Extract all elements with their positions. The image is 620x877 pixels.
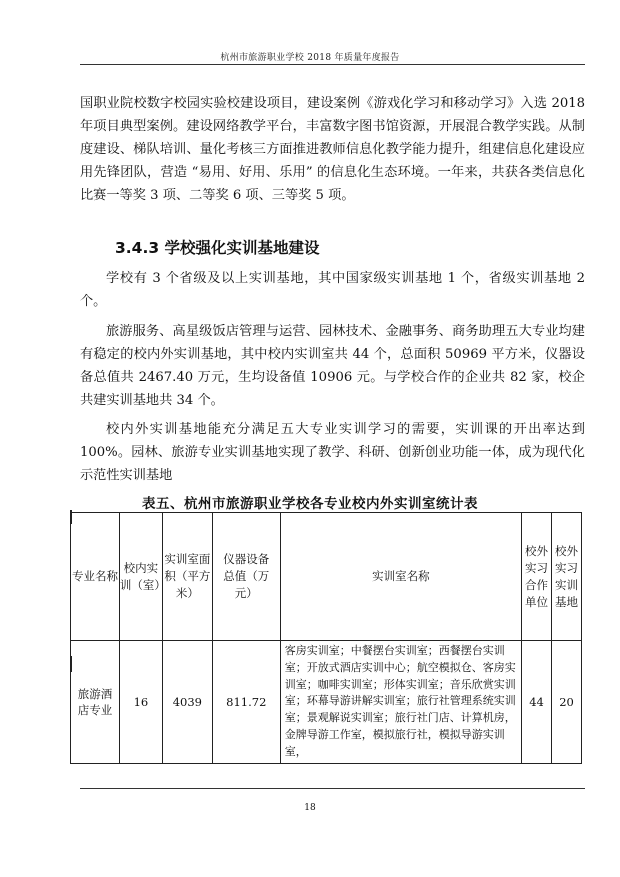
paragraph-majors [80,320,585,412]
cell-rooms-count: 16 [119,641,162,764]
paragraph-training-bases [80,267,585,313]
footer-divider [80,788,585,789]
page-header: 杭州市旅游职业学校 2018 年质量年度报告 [220,53,400,63]
paragraph-text: 校内外实训基地能充分满足五大专业实训学习的需要，实训课的开出率达到 100%。园林、旅游专业实训基地实现了教学、科研、创新创业功能一体，成为现代化示范性实训基地 [80,422,585,483]
header-area: 实训室面积（平方米） [162,513,212,641]
paragraph-utilization [80,418,585,487]
cell-external-bases: 20 [552,641,582,764]
page-number: 18 [304,803,316,813]
cell-area: 4039 [162,641,212,764]
header-divider [80,64,585,65]
paragraph-text: 学校有 3 个省级及以上实训基地，其中国家级实训基地 1 个，省级实训基地 2 个。 [80,271,585,309]
header-equipment: 仪器设备总值（万元） [212,513,280,641]
cell-room-names: 客房实训室；中餐摆台实训室；西餐摆台实训室；开放式酒店实训中心；航空模拟仓、客房实训室；咖啡实训室；形体实训室；音乐欣赏实训室；环幕导游讲解实训室；旅行社管理系统实训室；景观解说实训室；旅行社门店、计算机房，金牌导游工作室，模拟旅行社，模拟导游实训室， [280,641,521,764]
section-heading: 3.4.3 学校强化实训基地建设 [115,239,320,257]
cell-partner-units: 44 [522,641,552,764]
cell-major: 旅游酒店专业 [71,641,120,764]
paragraph-text: 国职业院校数字校园实验校建设项目，建设案例《游戏化学习和移动学习》入选 2018 年项目典型案例。建设网络教学平台，丰富数字图书馆资源，开展混合教学实践。从制度建设、梯队培训、量化考核三方面推进教师信息化教学能力提升，组建信息化建设应用先锋团队，营造 “易用、好用、乐用” 的信息化生态环境。一年来，共获各类信息化比赛一等奖 3 项、二等奖 6 项、三等奖 5 项。 [80,96,585,203]
table-row [71,641,582,764]
paragraph-text: 旅游服务、高星级饭店管理与运营、园林技术、金融事务、商务助理五大专业均建有稳定的校内外实训基地，其中校内实训室共 44 个，总面积 50969 平方米，仪器设备总值共 2467.40 万元，生均设备值 10906 元。与学校合作的企业共 82 家，校企共建实训基地共 34 个。 [80,324,585,408]
header-partner-units: 校外实习合作单位 [522,513,552,641]
header-rooms-count: 校内实训（室） [119,513,162,641]
paragraph-informatization [80,92,585,207]
header-room-names: 实训室名称 [280,513,521,641]
cell-equipment: 811.72 [212,641,280,764]
header-external-bases: 校外实习实训基地 [552,513,582,641]
header-major: 专业名称 [71,513,120,641]
training-room-table [70,512,582,764]
table-caption: 表五、杭州市旅游职业学校各专业校内外实训室统计表 [142,496,478,512]
